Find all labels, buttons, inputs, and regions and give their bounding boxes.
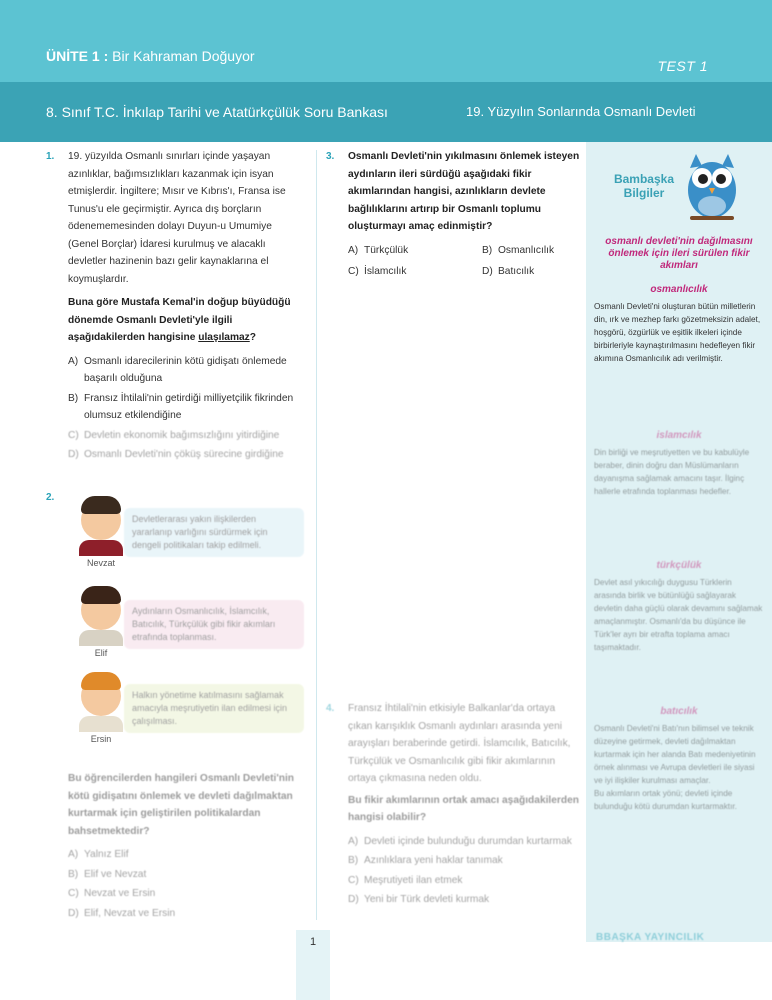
option-b[interactable] (348, 852, 581, 870)
test-label: TEST 1 (657, 58, 708, 74)
question-number: 3. (326, 151, 335, 162)
option-letter: C) (68, 888, 79, 899)
avatar (81, 590, 121, 630)
option-d[interactable] (348, 891, 581, 909)
sidebar-section-heading: türkçülük (656, 560, 702, 571)
option-letter: C) (348, 266, 359, 277)
question-4 (326, 700, 581, 911)
option-b[interactable] (68, 866, 306, 884)
sidebar-section-text: Osmanlı Devleti'ni oluşturan bütün milletlerin din, ırk ve mezhep farkı gözetmeksizin adalet, hoşgörü, özgürlük ve eşitlik ilkeleri içinde birbirleriyle kaynaştırılmasını hedefleyen fikir akımına Osmanlıcılık adı verilmiştir. (594, 302, 761, 363)
sidebar-title-line: Bambaşka (613, 172, 675, 186)
option-letter: B) (348, 855, 359, 866)
question-number: 4. (326, 703, 335, 714)
sidebar-title (604, 172, 684, 200)
option-letter: D) (68, 907, 79, 919)
option-list (68, 353, 302, 464)
sidebar-section-text: Osmanlı Devleti'ni Batı'nın bilimsel ve teknik düzeyine getirmek, devleti dağılmaktan kurtarmak için her alanda Batı medeniyetinin örnek alınması ve Avrupa devletleri ile siyasi ve iyi ilişkiler kurulması amaçlar. Bu akımların ortak yönü; devleti içinde bulunduğu kötü durumdan kurtarmaktır. (594, 724, 756, 811)
option-text: Elif, Nevzat ve Ersin (84, 907, 176, 919)
option-a[interactable] (68, 353, 302, 388)
prompt-underlined: ulaşılamaz (198, 332, 250, 343)
option-a[interactable] (348, 242, 482, 260)
option-text: Osmanlı Devleti'nin çöküş sürecine girdiğine (84, 449, 284, 460)
question-2-prompt-block (68, 770, 306, 924)
option-letter: B) (68, 392, 79, 404)
option-letter: A) (68, 849, 79, 860)
header-top-band (0, 0, 772, 82)
option-list (68, 846, 306, 922)
speech-bubble: Halkın yönetime katılmasını sağlamak amacıyla meşrutiyetin ilan edilmesi için çalışılması. (124, 684, 304, 733)
question-2-dialogue (46, 492, 306, 762)
option-text: İslamcılık (364, 266, 407, 277)
question-1 (46, 148, 302, 466)
option-letter: C) (68, 429, 79, 441)
avatar (81, 500, 121, 540)
question-prompt: Osmanlı Devleti'nin yıkılmasını önlemek isteyen aydınların ileri sürdüğü aşağıdaki fikir akımlarından hangisi, azınlıkların devlete bağlılıklarını artırıp bir Osmanlı toplumu oluşturmayı amaç edinmiştir? (348, 151, 580, 232)
owl-icon (684, 150, 740, 222)
option-text: Devletin ekonomik bağımsızlığını yitirdiğine (84, 429, 280, 441)
option-letter: A) (348, 835, 359, 847)
option-d[interactable] (68, 905, 306, 923)
unit-name: Bir Kahraman Doğuyor (112, 48, 255, 64)
question-stem: Fransız İhtilali'nin etkisiyle Balkanlar'da ortaya çıkan karışıklık Osmanlı aydınları arasında yeni arayışları beraberinde getirdi. İslamcılık, Batıcılık, Türkçülük ve Osmanlıcılık gibi fikir akımlarının ortaya çıkmasına neden oldu. (348, 703, 571, 784)
option-b[interactable] (68, 390, 302, 425)
speech-bubble: Devletlerarası yakın ilişkilerden yararlanıp varlığını sürdürmek için dengeli politikaları takip edilmeli. (124, 508, 304, 557)
column-divider (316, 150, 317, 920)
student-nevzat (76, 500, 126, 568)
option-a[interactable] (348, 833, 581, 851)
option-letter: D) (482, 266, 493, 277)
question-2-number: 2. (46, 492, 55, 503)
prompt-end: ? (249, 332, 256, 343)
option-c[interactable] (68, 427, 302, 445)
topic-title: 19. Yüzyılın Sonlarında Osmanlı Devleti (466, 104, 696, 119)
option-list (348, 242, 581, 283)
sidebar-section-heading: osmanlıcılık (650, 284, 708, 295)
sidebar-section-heading: islamcılık (656, 430, 702, 441)
sidebar-main-heading: osmanlı devleti'nin dağılmasını önlemek için ileri sürülen fikir akımları (605, 236, 753, 271)
option-letter: D) (68, 449, 79, 460)
student-ersin (76, 676, 126, 744)
question-stem: 19. yüzyılda Osmanlı sınırları içinde yaşayan azınlıklar, bağımsızlıkları kazanmak için isyan etmişlerdir. İngiltere; Mısır ve Kıbrıs'ı, Fransa ise Tunus'u ele geçirmiştir. Ayrıca dış borçların ödenememesinden dolayı Duyun-u Umumiye (Genel Borçlar) İdaresi kurulmuş ve alacaklı devletler hazinenin bazı gelir kaynaklarına el koymuşlardır. (68, 151, 286, 285)
option-c[interactable] (348, 263, 482, 281)
option-text: Yeni bir Türk devleti kurmak (364, 894, 490, 905)
option-letter: D) (348, 894, 359, 905)
option-a[interactable] (68, 846, 306, 864)
option-text: Osmanlı idarecilerinin kötü gidişatı önlemede başarılı olduğuna (84, 355, 287, 384)
option-letter: A) (348, 244, 359, 256)
prompt-text: Buna göre Mustafa Kemal'in doğup büyüdüğü dönemde Osmanlı Devleti'yle ilgili aşağıdakilerden hangisine (68, 297, 291, 343)
option-d[interactable] (68, 446, 302, 464)
question-prompt (68, 294, 302, 347)
option-d[interactable] (482, 263, 592, 281)
option-c[interactable] (68, 885, 306, 903)
option-text: Osmanlıcılık (498, 244, 555, 256)
unit-prefix: ÜNİTE 1 : (46, 48, 109, 64)
option-list (348, 833, 581, 909)
option-text: Batıcılık (498, 266, 535, 277)
option-letter: A) (68, 355, 79, 367)
student-name: Elif (94, 648, 108, 658)
option-text: Devleti içinde bulunduğu durumdan kurtarmak (364, 835, 572, 847)
option-text: Yalnız Elif (84, 849, 129, 860)
unit-title (46, 48, 255, 64)
option-text: Nevzat ve Ersin (84, 888, 156, 899)
student-name: Ersin (90, 734, 112, 744)
option-text: Türkçülük (364, 244, 409, 256)
option-letter: C) (348, 874, 359, 886)
sidebar-title-line: Bilgiler (623, 186, 665, 200)
question-prompt: Bu öğrencilerden hangileri Osmanlı Devleti'nin kötü gidişatını önlemek ve devleti dağılmaktan kurtarmak için geliştirilen politikalardan bahsetmektedir? (68, 773, 295, 837)
question-3 (326, 148, 581, 283)
option-letter: B) (482, 244, 493, 256)
question-number: 1. (46, 151, 55, 162)
option-text: Azınlıklara yeni haklar tanımak (364, 855, 503, 866)
sidebar-section-heading: batıcılık (660, 706, 698, 717)
sidebar-section-text: Din birliği ve meşrutiyetten ve bu kabulüyle beraber, dinin doğru dan Müslümanların dayanışma sağlamak amacını taşır. İlginç hallerle etrafında toplanması hedefler. (594, 448, 750, 496)
option-text: Elif ve Nevzat (84, 868, 147, 880)
speech-bubble: Aydınların Osmanlıcılık, İslamcılık, Batıcılık, Türkçülük gibi fikir akımları etrafında toplanması. (124, 600, 304, 649)
page-number: 1 (309, 936, 317, 948)
student-elif (76, 590, 126, 658)
option-letter: B) (68, 868, 79, 880)
sidebar-section-text: Devlet asıl yıkıcılığı duygusu Türklerin arasında birlik ve bütünlüğü sağlayarak devletin daha güçlü olarak devamını sağlamak amaçlanmıştır. Osmanlı'da bu düşünce ile Türk'ler ayrı bir etrafta toplama amacı taşımaktadır. (594, 578, 763, 652)
option-text: Meşrutiyeti ilan etmek (364, 874, 463, 886)
option-b[interactable] (482, 242, 592, 260)
publisher-brand: BBAŞKA YAYINCILIK (596, 932, 705, 943)
option-c[interactable] (348, 872, 581, 890)
question-prompt: Bu fikir akımlarının ortak amacı aşağıdakilerden hangisi olabilir? (348, 794, 580, 823)
option-text: Fransız İhtilali'nin getirdiği milliyetçilik fikrinden olumsuz etkilendiğine (84, 392, 294, 421)
student-name: Nevzat (86, 558, 115, 568)
book-title: 8. Sınıf T.C. İnkılap Tarihi ve Atatürkçülük Soru Bankası (46, 104, 388, 120)
avatar (81, 676, 121, 716)
